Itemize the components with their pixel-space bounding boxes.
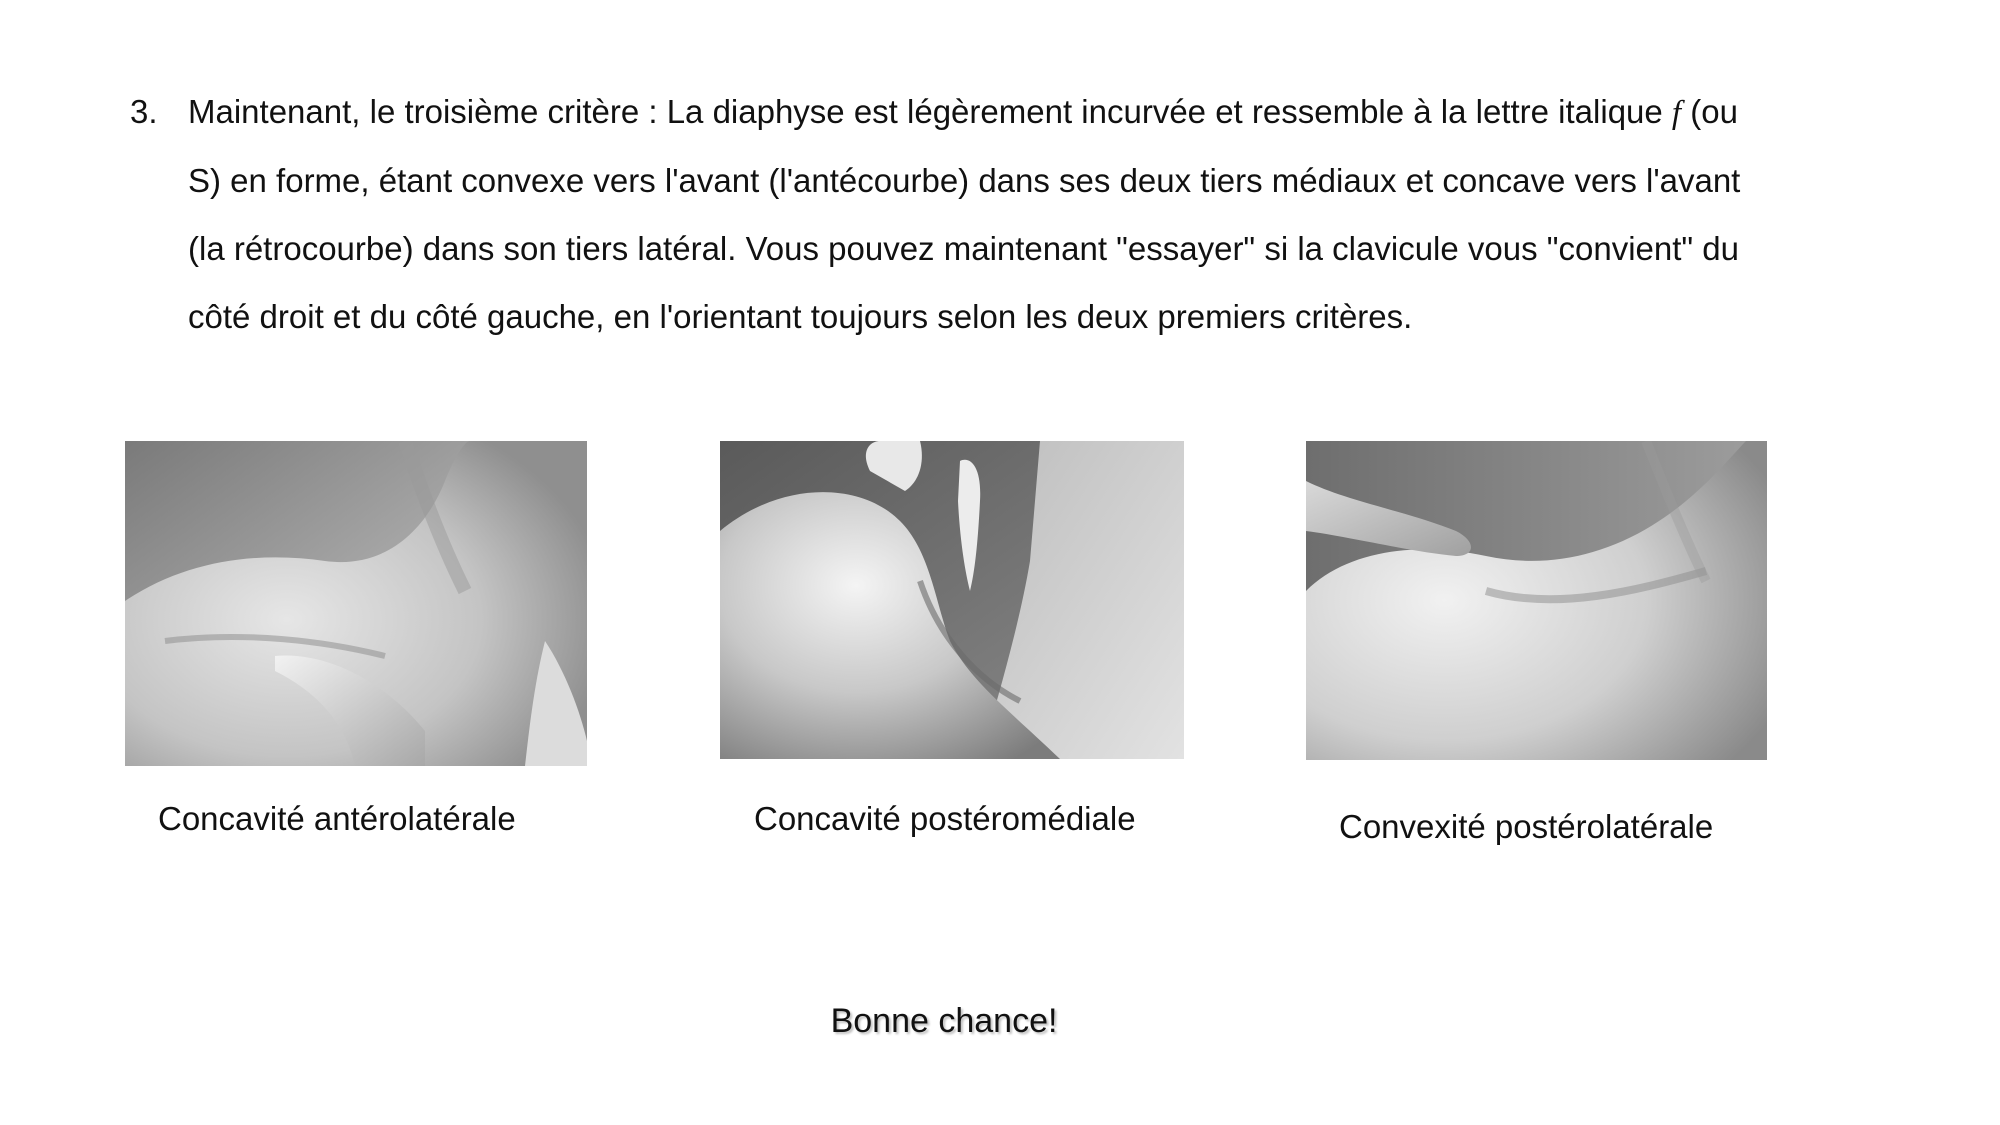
criterion-text-end: (ou S) en forme, étant convexe vers l'avant (l'antécourbe) dans ses deux tiers médiaux et concave vers l'avant (la rétrocourbe) dans son tiers latéral. Vous pouvez maintenant "essayer" si la clavicule vous "convient" du côté droit et du côté gauche, en l'orientant toujours selon les deux premiers critères. <box>188 93 1741 335</box>
list-number: 3. <box>130 93 158 130</box>
shoulder-photo-posterolateral <box>1306 441 1767 760</box>
shoulder-photo-posteromedial <box>720 441 1184 759</box>
figure-caption-3: Convexité postérolatérale <box>1339 808 1714 845</box>
criterion-text-start: Maintenant, le troisième critère : La diaphyse est légèrement incurvée et ressemble à la lettre italique <box>188 93 1672 130</box>
closing-text: Bonne chance! <box>830 1002 1058 1040</box>
shoulder-photo-anterolateral <box>125 441 587 766</box>
criterion-text <box>188 78 1770 351</box>
criterion-paragraph <box>130 78 1770 351</box>
italic-letter-f: f <box>1671 95 1682 131</box>
figure-caption-2: Concavité postéromédiale <box>754 800 1136 837</box>
figure-caption-1: Concavité antérolatérale <box>158 800 516 837</box>
